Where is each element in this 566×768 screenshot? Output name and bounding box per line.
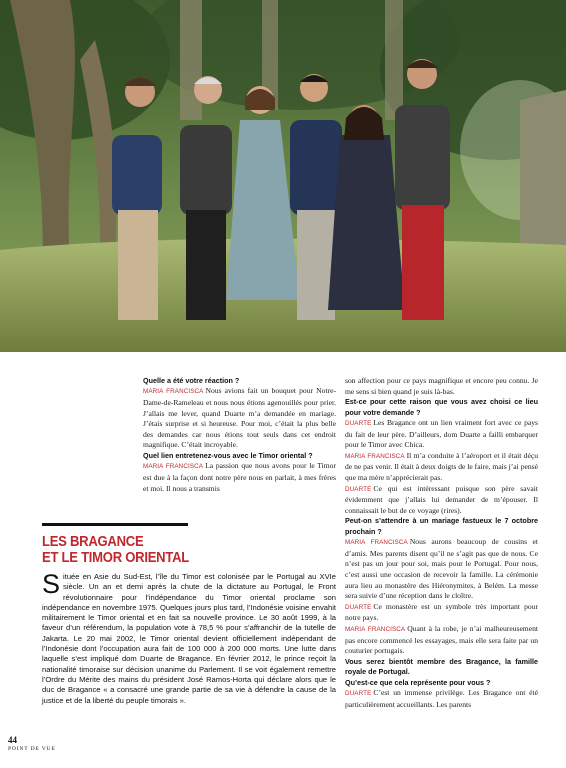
speaker-label: DUARTE [345, 485, 372, 493]
answer-text: Les Bragance ont un lien vraiment fort avec ce pays du fait de leur père. D’ailleurs, dom Duarte a failli embarquer pour le Timor avec Chica. [345, 418, 538, 450]
speaker-label: MARIA FRANCISCA [345, 539, 408, 547]
sidebar-title [42, 534, 326, 565]
interview-answer [345, 418, 538, 451]
speaker-label: MARIA FRANCISCA [345, 625, 406, 633]
sidebar-rule [42, 523, 188, 526]
interview-column-right [345, 376, 538, 710]
answer-text: Quant à la robe, je n’ai malheureusement pas encore commencé les essayages, mais elle sera faite par un couturier portugais. [345, 623, 538, 656]
magazine-name: POINT DE VUE [8, 746, 56, 752]
speaker-label: MARIA FRANCISCA [345, 452, 405, 460]
sidebar-title-line1: LES BRAGANCE [42, 533, 144, 550]
dropcap: S [42, 569, 61, 599]
interview-answer [345, 688, 538, 710]
interview-answer [143, 386, 336, 451]
interview-answer [345, 376, 538, 397]
sidebar-text: ituée en Asie du Sud-Est, l’île du Timor est colonisée par le Portugal au XVIe siècle. Un an et demi après la chute de la dictature au Portugal, le Front révolutionnaire pour l’indépendance du Timor oriental proclame son indépendance en novembre 1975. Quelques jours plus tard, l’Indonésie voisine envahit militairement le Timor oriental et en fait sa nouvelle province. Le 30 août 1999, à la faveur d’un référendum, la population vote à 78,5 % pour s’affranchir de la tutelle de Jakarta. Le 20 mai 2002, le Timor oriental devient officiellement indépendant de l’Indonésie dont l’occupation aura fait de 100 000 à 200 000 morts. Une lutte dans laquelle s’est impliqué dom Duarte de Bragance. En février 2012, le prince reçoit la nationalité timoraise sur décision unanime du Parlement. Il se voit également remettre l’Ordre du Mérite des mains du président José Ramos-Horta qui déclare alors que le duc de Bragance « a consacré une grande partie de sa vie à défendre la cause de la justice et de la liberté du peuple timorais ». [42, 572, 336, 705]
interview-answer [143, 461, 336, 494]
speaker-label: DUARTE [345, 603, 372, 611]
answer-text: Nous aurons beaucoup de cousins et d’amis. Mes parents disent qu’il ne s’agit pas que de nous. Ce n’est pas un jour pour soi, mais pour le Portugal. Pour nous, c’est aussi une occasion de recevoir la famille. La cérémonie aura lieu au monastère des Hiéronymites, à Belém. La messe sera suivie d’une réception dans le cloître. [345, 537, 538, 601]
interview-question: Quel lien entretenez-vous avec le Timor oriental ? [143, 450, 313, 460]
family-photo-illustration [0, 0, 566, 352]
speaker-label: DUARTE [345, 689, 372, 697]
answer-text: Il m’a conduite à l’aéroport et il était déçu de ne pas venir. Il était à deux doigts de le faire, mais j’ai pensé que ma mère n’apprécierait pas. [345, 450, 539, 482]
page-number: 44 [8, 735, 17, 745]
interview-answer [345, 537, 538, 602]
speaker-label: MARIA FRANCISCA [143, 463, 204, 471]
sidebar-title-line2: ET LE TIMOR ORIENTAL [42, 548, 189, 566]
answer-text: Ce qui est intéressant puisque son père savait évidemment que j’allais lui demander de m’épouser. Il connaissait le but de ce voyage (rires). [345, 483, 538, 515]
answer-text: Ce monastère est un symbole très important pour notre pays. [345, 601, 538, 623]
interview-answer [345, 484, 538, 517]
interview-answer [345, 451, 538, 484]
interview-question: Qu’est-ce que cela représente pour vous ? [345, 677, 491, 687]
sidebar-body [42, 569, 336, 706]
interview-answer [345, 624, 538, 657]
answer-text: Nous avions fait un bouquet pour Notre-Dame-de-Rameleau et nous nous étions agenouillés pour prier. J’allais me lever, quand Duarte m’a demandée en mariage. J’étais surprise et si heureuse. Pour moi, c’était la plus belle des demandes car nous étions tout seuls dans cet endroit magnifique. C’était incroyable. [143, 386, 336, 450]
interview-question: Est-ce pour cette raison que vous avez choisi ce lieu pour votre demande ? [345, 397, 538, 417]
interview-question: Quelle a été votre réaction ? [143, 376, 240, 385]
interview-column-left [143, 376, 336, 494]
interview-question: Peut-on s’attendre à un mariage fastueux le 7 octobre prochain ? [345, 516, 538, 536]
answer-text: son affection pour ce pays magnifique et encore peu connu. Je me sens si bien quand je suis là-bas. [345, 376, 538, 396]
interview-answer [345, 602, 538, 624]
interview-question: Vous serez bientôt membre des Bragance, la famille royale de Portugal. [345, 656, 538, 677]
sidebar-box [42, 523, 336, 706]
family-photo [0, 0, 566, 352]
answer-text: C’est un immense privilège. Les Bragance ont été particulièrement accueillants. Les parents [345, 687, 538, 709]
answer-text: La passion que nous avons pour le Timor est due à la façon dont notre père nous en parlait, à mes frères et moi. Il nous a transmis [143, 461, 336, 493]
speaker-label: MARIA FRANCISCA [143, 388, 204, 396]
speaker-label: DUARTE [345, 420, 372, 427]
